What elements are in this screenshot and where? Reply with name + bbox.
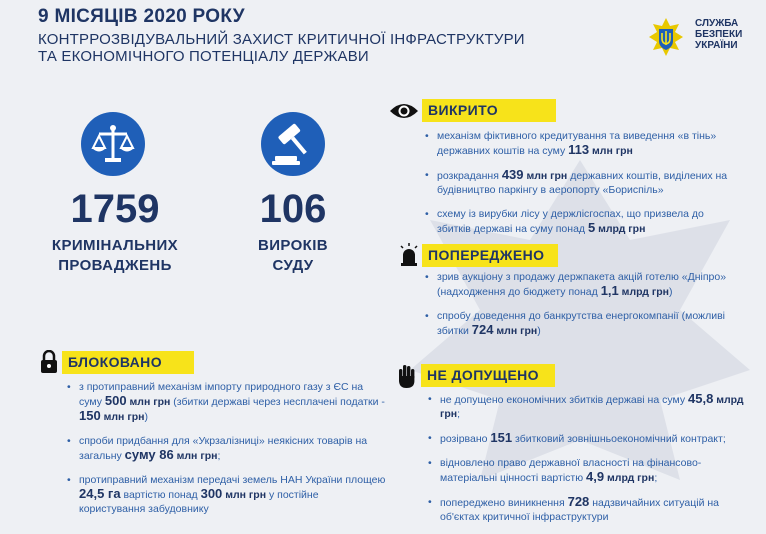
list-item: • зрив аукціону з продажу держпакета акцій готелю «Дніпро» (надходження до бюджету понад 1,1 млрд грн) bbox=[425, 270, 740, 299]
prevented-list bbox=[425, 270, 740, 348]
list-item: • розірвано 151 збитковий зовнішньоекономічний контракт; bbox=[428, 431, 748, 446]
eye-icon bbox=[388, 100, 420, 122]
list-item: • розкрадання 439 млн грн державних коштів, виділених на будівництво паркінгу в аеропорту «Бориспіль» bbox=[425, 168, 730, 197]
logo-text bbox=[695, 18, 742, 51]
stat-label-line: ПРОВАДЖЕНЬ bbox=[58, 257, 172, 274]
gavel-icon bbox=[261, 112, 325, 176]
gavel-circle bbox=[261, 112, 325, 176]
list-item: • механізм фіктивного кредитування та виведення «в тінь» державних коштів на суму 113 млн грн bbox=[425, 129, 730, 158]
logo-line-3: УКРАЇНИ bbox=[695, 40, 738, 51]
logo-line-2: БЕЗПЕКИ bbox=[695, 29, 743, 40]
siren-icon bbox=[399, 243, 419, 267]
list-item: • спроби придбання для «Укрзалізниці» неякісних товарів на загальну суму 86 млн грн; bbox=[67, 434, 387, 463]
list-item: • не допущено економічних збитків державі на суму 45,8 млрд грн; bbox=[428, 392, 748, 421]
list-item: • відновлено право державної власності на фінансово-матеріальні цінності вартістю 4,9 млрд грн; bbox=[428, 456, 748, 485]
scales-icon bbox=[81, 112, 145, 176]
list-item: • схему із вирубки лісу у держлісгоспах, що призвела до збитків державі на суму понад 5 млрд грн bbox=[425, 207, 730, 236]
not-allowed-list bbox=[428, 392, 748, 534]
stat-label-line: КРИМІНАЛЬНИХ bbox=[51, 237, 179, 254]
stop-hand-icon bbox=[396, 363, 418, 389]
list-item: • протиправний механізм передачі земель НАН України площею 24,5 га вартістю понад 300 млн грн у постійне користування забудовнику bbox=[67, 473, 387, 516]
blocked-list bbox=[67, 380, 387, 526]
sbu-logo bbox=[645, 16, 755, 56]
stat-value-verdicts: 106 bbox=[259, 187, 327, 231]
section-header-exposed: ВИКРИТО bbox=[422, 99, 556, 122]
section-header-blocked: БЛОКОВАНО bbox=[62, 351, 194, 374]
list-item: • з протиправний механізм імпорту природного газу з ЄС на суму 500 млн грн (збитки державі через несплачені податки - 150 млн грн) bbox=[67, 380, 387, 424]
stat-label-line: СУДУ bbox=[272, 257, 314, 274]
page-title: 9 МІСЯЦІВ 2020 РОКУ bbox=[38, 6, 245, 27]
section-header-not-allowed: НЕ ДОПУЩЕНО bbox=[421, 364, 555, 387]
list-item: • попереджено виникнення 728 надзвичайних ситуацій на об'єктах критичної інфраструктури bbox=[428, 495, 748, 524]
stat-label-line: ВИРОКІВ bbox=[257, 237, 329, 254]
stat-value-criminal-cases: 1759 bbox=[70, 187, 160, 231]
section-header-prevented: ПОПЕРЕДЖЕНО bbox=[422, 244, 558, 267]
subtitle-line-1: КОНТРРОЗВІДУВАЛЬНИЙ ЗАХИСТ КРИТИЧНОЇ ІНФРАСТРУКТУРИ bbox=[38, 31, 525, 48]
trident-shield-icon bbox=[645, 16, 687, 58]
page-subtitle bbox=[38, 31, 558, 65]
stat-label-verdicts bbox=[233, 236, 353, 276]
subtitle-line-2: ТА ЕКОНОМІЧНОГО ПОТЕНЦІАЛУ ДЕРЖАВИ bbox=[38, 48, 369, 65]
lock-icon bbox=[39, 350, 59, 374]
scales-circle bbox=[81, 112, 145, 176]
exposed-list bbox=[425, 129, 730, 246]
list-item: • спробу доведення до банкрутства енергокомпанії (можливі збитки 724 млн грн) bbox=[425, 309, 740, 338]
stat-label-criminal-cases bbox=[30, 236, 200, 276]
logo-line-1: СЛУЖБА bbox=[695, 18, 739, 29]
